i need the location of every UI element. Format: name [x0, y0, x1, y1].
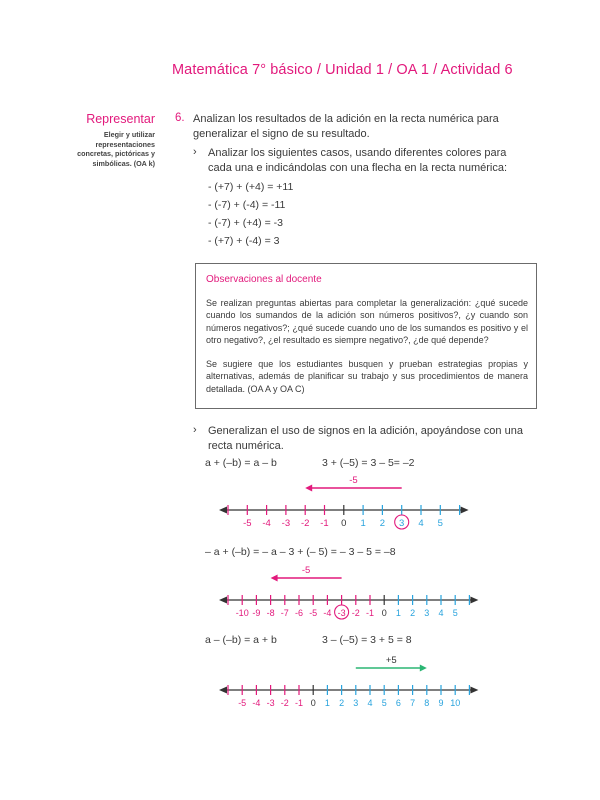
tick-label: 8: [424, 698, 430, 708]
case-1: - (+7) + (+4) = +11: [208, 181, 294, 193]
case-3: - (-7) + (+4) = -3: [208, 217, 283, 229]
tick-label: -4: [252, 698, 261, 708]
tick-label: -9: [252, 608, 261, 618]
tick-label: -8: [266, 608, 275, 618]
tick-label: 4: [418, 518, 424, 529]
tick-label: -3: [337, 608, 346, 618]
tick-label: 5: [437, 518, 443, 529]
tick-label: 0: [310, 698, 316, 708]
tick-label: 2: [410, 608, 416, 618]
sidebar-description: Elegir y utilizar representaciones concretas, pictóricas y simbólicas. (OA k): [77, 130, 155, 168]
example-2-rule: – a + (–b) = – a – 3 + (– 5) = – 3 – 5 = –8: [205, 546, 396, 558]
tick-label: -5: [309, 608, 318, 618]
arrow-label: -5: [301, 565, 311, 576]
page-title: Matemática 7° básico / Unidad 1 / OA 1 / Actividad 6: [172, 62, 513, 78]
tick-label: -4: [262, 518, 271, 529]
tick-label: 3: [399, 518, 405, 529]
axis-left-arrow: [219, 687, 227, 694]
observations-title: Observaciones al docente: [206, 274, 322, 285]
axis-left-arrow: [219, 597, 227, 604]
tick-label: 10: [450, 698, 461, 708]
tick-label: -2: [351, 608, 360, 618]
bullet-2-text: Generalizan el uso de signos en la adición, apoyándose con una recta numérica.: [208, 425, 523, 452]
tick-label: 1: [360, 518, 366, 529]
case-2: - (-7) + (-4) = -11: [208, 199, 286, 211]
tick-label: -1: [320, 518, 329, 529]
operation-arrowhead: [305, 485, 312, 492]
tick-label: 3: [424, 608, 430, 618]
tick-label: -5: [238, 698, 247, 708]
example-3-rule: a – (–b) = a + b: [205, 634, 277, 646]
observations-paragraph-1: Se realizan preguntas abiertas para completar la generalización: ¿qué sucede cuando los sumandos de la adición son números positivos?, ¿y cuando son números negativos?; ¿qué sucede cuando uno de los sumandos es positivo y el otro negativo?, ¿el resultado es siempre negativo?, ¿de qué depende?: [206, 298, 528, 346]
number-line-2: [0, 560, 600, 625]
bullet-marker: ›: [193, 424, 197, 436]
tick-label: -7: [280, 608, 289, 618]
tick-label: 7: [410, 698, 416, 708]
axis-right-arrow: [461, 507, 469, 514]
tick-label: 9: [438, 698, 444, 708]
tick-label: 2: [339, 698, 345, 708]
tick-label: -4: [323, 608, 332, 618]
tick-label: -2: [280, 698, 289, 708]
tick-label: -10: [235, 608, 249, 618]
operation-arrowhead: [420, 665, 427, 672]
case-4: - (+7) + (-4) = 3: [208, 235, 280, 247]
example-1-rule: a + (–b) = a – b: [205, 457, 277, 469]
example-3-equation: 3 – (–5) = 3 + 5 = 8: [322, 634, 412, 646]
axis-left-arrow: [219, 507, 227, 514]
example-1-equation: 3 + (–5) = 3 – 5= –2: [322, 457, 415, 469]
axis-right-arrow: [470, 597, 478, 604]
tick-label: -1: [294, 698, 304, 708]
activity-text: Analizan los resultados de la adición en la recta numérica para generalizar el signo de su resultado.: [193, 113, 499, 140]
tick-label: -2: [300, 518, 310, 529]
tick-label: 3: [353, 698, 359, 708]
tick-label: -3: [281, 518, 291, 529]
observations-paragraph-2: Se sugiere que los estudiantes busquen y prueban estrategias propias y alternativas, además de planificar su trabajo y sus procedimientos de manera detallada. (OA A y OA C): [206, 359, 528, 394]
tick-label: -6: [294, 608, 304, 618]
activity-number: 6.: [175, 112, 185, 124]
bullet-1-text: Analizar los siguientes casos, usando diferentes colores para cada una e indicándolas con una flecha en la recta numérica:: [208, 147, 508, 174]
tick-label: 0: [341, 518, 347, 529]
tick-label: 1: [395, 608, 401, 618]
tick-label: 5: [452, 608, 458, 618]
tick-label: 6: [395, 698, 401, 708]
tick-label: 4: [438, 608, 444, 618]
bullet-marker: ›: [193, 146, 197, 158]
sidebar-heading: Representar: [86, 112, 155, 126]
tick-label: -1: [365, 608, 375, 618]
tick-label: 0: [381, 608, 387, 618]
operation-arrowhead: [271, 575, 278, 582]
arrow-label: +5: [385, 655, 397, 666]
number-line-1: [0, 470, 600, 535]
tick-label: -5: [243, 518, 252, 529]
tick-label: 4: [367, 698, 373, 708]
axis-right-arrow: [470, 687, 478, 694]
number-line-3: [0, 650, 600, 715]
tick-label: 2: [379, 518, 386, 529]
tick-label: -3: [266, 698, 275, 708]
arrow-label: -5: [349, 475, 358, 486]
tick-label: 5: [381, 698, 387, 708]
tick-label: 1: [324, 698, 330, 708]
